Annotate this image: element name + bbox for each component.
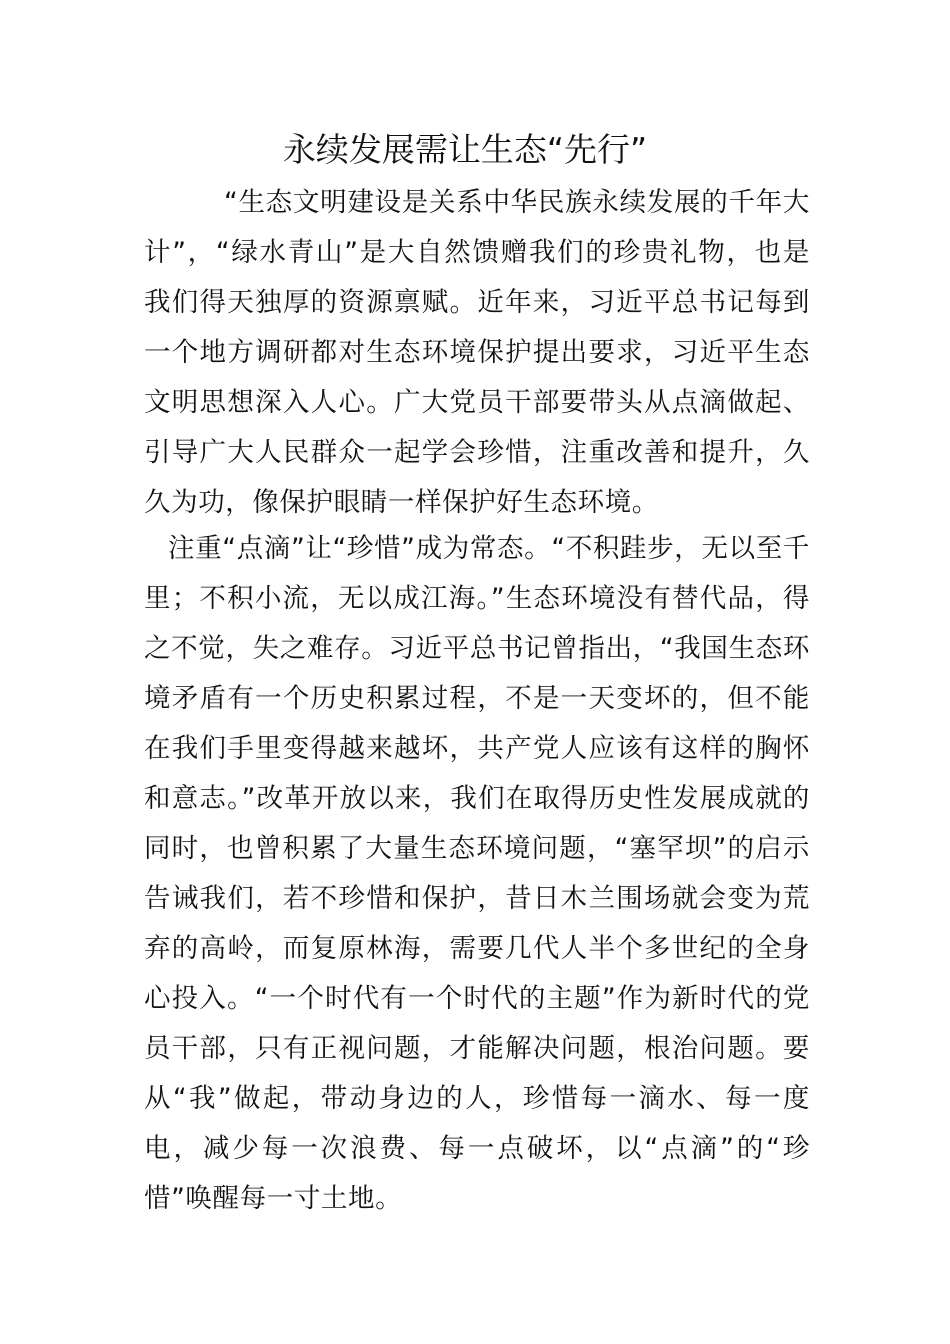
paragraph-intro: “生态文明建设是关系中华民族永续发展的千年大计”，“绿水青山”是大自然馈赠我们的珍贵礼物，也是我们得天独厚的资源禀赋。近年来，习近平总书记每到一个地方调研都对生态环境保护提出要求，习近平生态文明思想深入人心。广大党员干部要带头从点滴做起、引导广大人民群众一起学会珍惜，注重改善和提升，久久为功，像保护眼睛一样保护好生态环境。: [144, 187, 810, 518]
document-title: 永续发展需让生态“先行”: [282, 130, 648, 169]
paragraph-cherish-drops: 注重“点滴”让“珍惜”成为常态。“不积跬步，无以至千里；不积小流，无以成江海。”生态环境没有替代品，得之不觉，失之难存。习近平总书记曾指出，“我国生态环境矛盾有一个历史积累过程，不是一天变坏的，但不能在我们手里变得越来越坏，共产党人应该有这样的胸怀和意志。”改革开放以来，我们在取得历史性发展成就的同时，也曾积累了大量生态环境问题，“塞罕坝”的启示告诫我们，若不珍惜和保护，昔日木兰围场就会变为荒弃的高岭，而复原林海，需要几代人半个多世纪的全身心投入。“一个时代有一个时代的主题”作为新时代的党员干部，只有正视问题，才能解决问题，根治问题。要从“我”做起，带动身边的人，珍惜每一滴水、每一度电，减少每一次浪费、每一点破坏，以“点滴”的“珍惜”唤醒每一寸土地。: [144, 533, 810, 1214]
